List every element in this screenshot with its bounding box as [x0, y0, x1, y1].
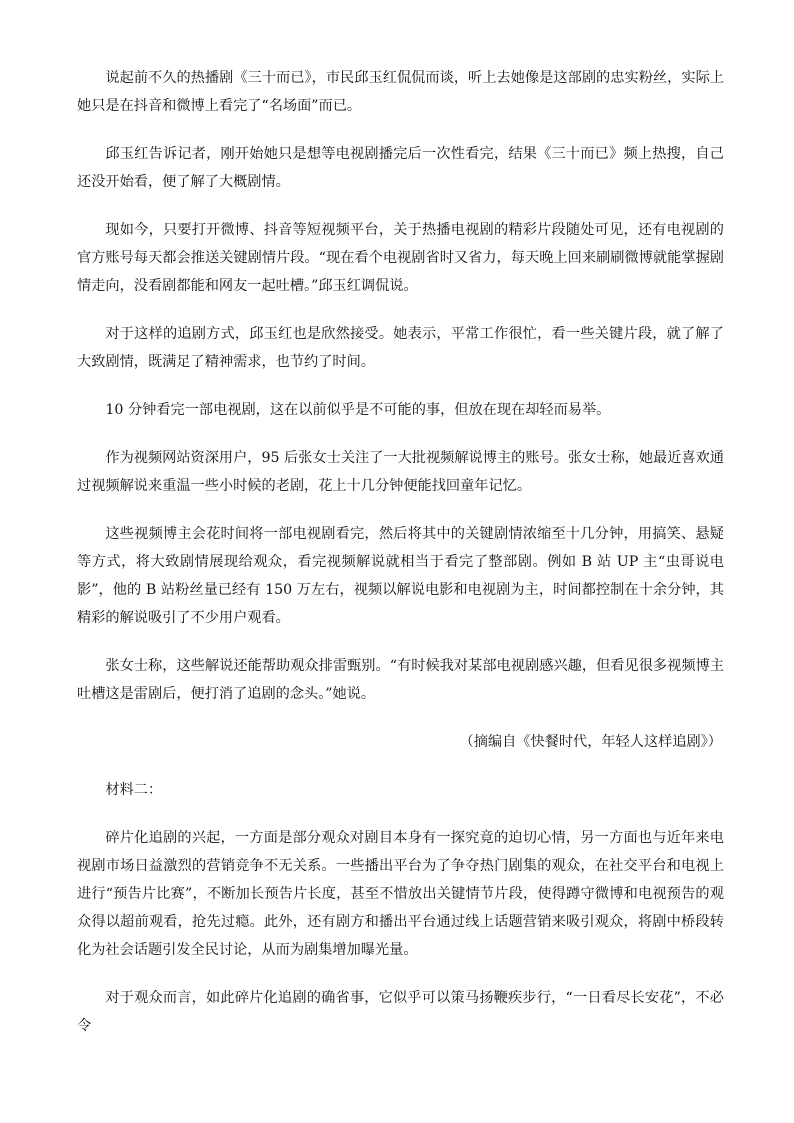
paragraph-3: 现如今，只要打开微博、抖音等短视频平台，关于热播电视剧的精彩片段随处可见，还有电视剧的官方账号每天都会推送关键剧情片段。“现在看个电视剧省时又省力，每天晚上回来刷刷微博就能掌握剧情走向，没看剧都能和网友一起吐槽。”邱玉红调侃说。	[77, 222, 724, 294]
paragraph-8: 张女士称，这些解说还能帮助观众排雷甄别。“有时候我对某部电视剧感兴趣，但看见很多视频博主吐槽这是雷剧后，便打消了追剧的念头。”她说。	[77, 658, 724, 702]
paragraph-1: 说起前不久的热播剧《三十而已》，市民邱玉红侃侃而谈，听上去她像是这部剧的忠实粉丝，实际上她只是在抖音和微博上看完了“名场面”而已。	[77, 70, 724, 114]
paragraph-2: 邱玉红告诉记者，刚开始她只是想等电视剧播完后一次性看完，结果《三十而已》频上热搜，自己还没开始看，便了解了大概剧情。	[77, 146, 724, 190]
material-two-heading: 材料二：	[105, 782, 163, 798]
paragraph-7: 这些视频博主会花时间将一部电视剧看完，然后将其中的关键剧情浓缩至十几分钟，用搞笑、悬疑等方式，将大致剧情展现给观众，看完视频解说就相当于看完了整部剧。例如 B 站 UP 主“虫哥说电影”，他的 B 站粉丝量已经有 150 万左右，视频以解说电影和电视剧为主，时间都控制在十余分钟，其精彩的解说吸引了不少用户观看。	[77, 526, 724, 626]
paragraph-6: 作为视频网站资深用户，95 后张女士关注了一大批视频解说博主的账号。张女士称，她最近喜欢通过视频解说来重温一些小时候的老剧，花上十几分钟便能找回童年记忆。	[77, 450, 724, 494]
paragraph-9: 碎片化追剧的兴起，一方面是部分观众对剧目本身有一探究竟的迫切心情，另一方面也与近年来电视剧市场日益激烈的营销竞争不无关系。一些播出平台为了争夺热门剧集的观众，在社交平台和电视上进行“预告片比赛”，不断加长预告片长度，甚至不惜放出关键情节片段，使得蹲守微博和电视预告的观众得以超前观看，抢先过瘾。此外，还有剧方和播出平台通过线上话题营销来吸引观众，将剧中桥段转化为社会话题引发全民讨论，从而为剧集增加曝光量。	[77, 830, 724, 958]
paragraph-4: 对于这样的追剧方式，邱玉红也是欣然接受。她表示，平常工作很忙，看一些关键片段，就了解了大致剧情，既满足了精神需求，也节约了时间。	[77, 326, 724, 370]
paragraph-10: 对于观众而言，如此碎片化追剧的确省事，它似乎可以策马扬鞭疾步行，“一日看尽长安花”，不必令	[77, 990, 724, 1034]
paragraph-5: 10 分钟看完一部电视剧，这在以前似乎是不可能的事，但放在现在却轻而易举。	[105, 402, 611, 418]
source-citation: （摘编自《快餐时代，年轻人这样追剧》）	[459, 734, 722, 750]
article-body	[77, 64, 724, 1060]
